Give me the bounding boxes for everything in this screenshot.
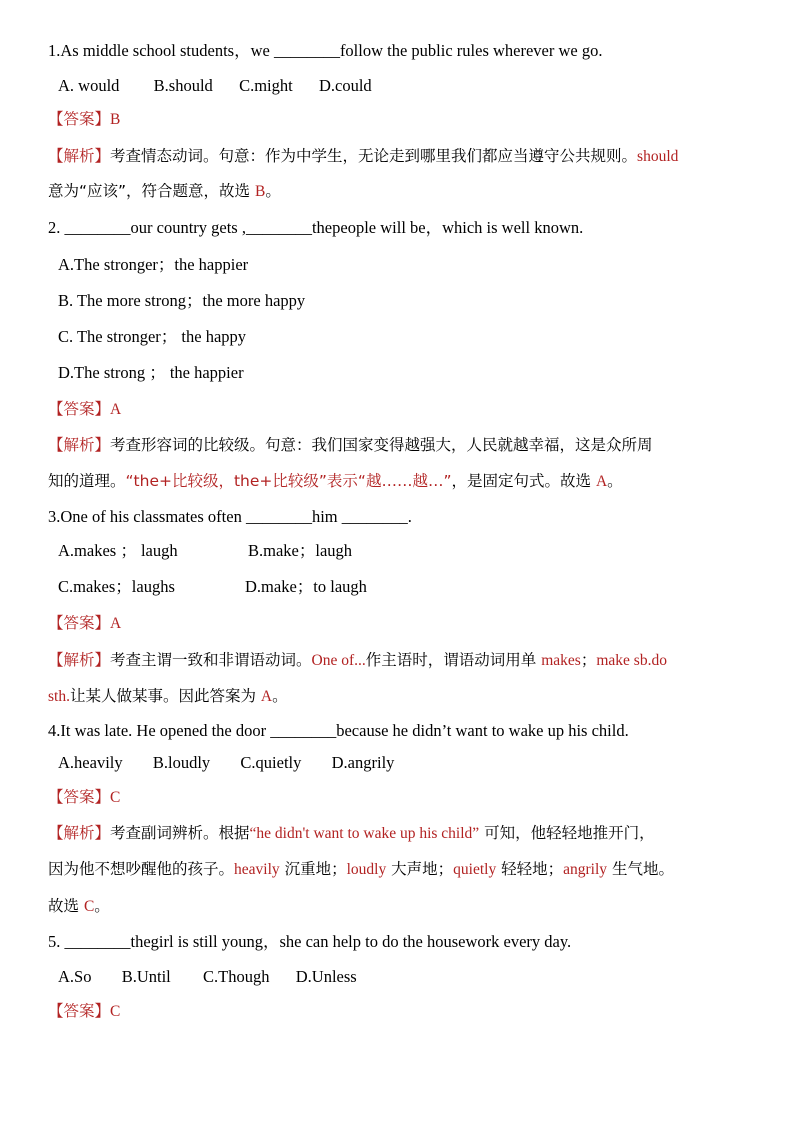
- question-4-stem: 4.It was late. He opened the door ________because he didn’t want to wake up his child.: [48, 721, 629, 740]
- exp-text-red: quietly: [453, 861, 497, 878]
- option-c: C.makes；laughs: [58, 577, 175, 596]
- explanation-tag: 【解析】: [48, 651, 111, 669]
- exp-text: 考查主谓一致和非谓语动词。: [110, 651, 312, 669]
- exp-text-red: angrily: [563, 861, 608, 878]
- question-2-option-d: D.The strong ； the happier: [58, 363, 244, 382]
- answer-tag: 【答案】: [48, 1002, 111, 1020]
- option-d: D.Unless: [295, 967, 357, 986]
- answer-5: [48, 1000, 120, 1023]
- question-2-option-b: B. The more strong；the more happy: [58, 291, 306, 310]
- option-b: B.Until: [121, 967, 171, 986]
- answer-tag: 【答案】: [48, 110, 111, 128]
- answer-value: C: [110, 789, 121, 806]
- answer-tag: 【答案】: [48, 400, 111, 418]
- option-d: D.could: [318, 76, 372, 95]
- exp-text: 。: [272, 687, 288, 705]
- exp-text: 让某人做某事。因此答案为: [69, 687, 261, 705]
- explanation-1-line-1: [48, 145, 678, 168]
- explanation-tag: 【解析】: [48, 147, 111, 165]
- option-c: C.Though: [203, 967, 270, 986]
- exp-text: 意为“应该”，符合题意，故选: [48, 182, 255, 200]
- answer-2: [48, 398, 121, 421]
- answer-value: A: [110, 615, 122, 632]
- exp-text: 考查副词辨析。根据: [110, 824, 250, 842]
- explanation-4-line-3: [48, 895, 110, 918]
- exp-text: 可知，他轻轻地推开门，: [479, 824, 655, 842]
- answer-3: [48, 612, 121, 635]
- exp-text: 考查形容词的比较级。句意：我们国家变得越强大，人民就越幸福，这是众所周: [110, 436, 653, 454]
- exp-text-red: makes: [541, 652, 581, 669]
- question-3-options-row-1: [58, 540, 352, 562]
- exp-text: 。: [265, 182, 281, 200]
- exp-text: 知的道理。: [48, 472, 126, 490]
- exp-text: 作主语时，谓语动词用单: [365, 651, 542, 669]
- exp-text: 因为他不想吵醒他的孩子。: [48, 860, 235, 878]
- option-a: A.makes ； laugh: [58, 541, 178, 560]
- exp-text-red: make sb.do: [596, 652, 667, 669]
- question-2-option-c: C. The stronger； the happy: [58, 327, 247, 346]
- option-b: B.make；laugh: [248, 541, 353, 560]
- question-5-options: [58, 966, 357, 988]
- option-a: A.So: [58, 967, 92, 986]
- exp-text: 沉重地；: [279, 860, 347, 878]
- question-2-option-a: A.The stronger；the happier: [58, 255, 249, 274]
- explanation-tag: 【解析】: [48, 824, 111, 842]
- explanation-1-line-2: [48, 180, 281, 203]
- explanation-2-line-2: [48, 470, 623, 493]
- exp-text-red: should: [637, 148, 679, 165]
- exp-text: 。: [607, 472, 623, 490]
- explanation-4-line-1: [48, 822, 655, 845]
- option-b: B.should: [153, 76, 213, 95]
- question-1-options: [58, 75, 372, 97]
- answer-value: C: [110, 1003, 121, 1020]
- exp-text-red: B: [255, 183, 266, 200]
- exp-text-red: A: [260, 688, 273, 705]
- option-c: C.might: [239, 76, 293, 95]
- answer-1: [48, 108, 120, 131]
- option-c: C.quietly: [240, 753, 302, 772]
- explanation-3-line-2: [48, 685, 288, 708]
- question-5-stem: 5. ________thegirl is still young，she can help to do the housework every day.: [48, 932, 572, 951]
- question-3-stem: 3.One of his classmates often ________him ________.: [48, 507, 412, 526]
- exp-text-red: A: [595, 473, 608, 490]
- explanation-tag: 【解析】: [48, 436, 111, 454]
- exp-text: 大声地；: [386, 860, 454, 878]
- exp-text: 考查情态动词。句意：作为中学生，无论走到哪里我们都应当遵守公共规则。: [110, 147, 638, 165]
- exp-text-red: heavily: [234, 861, 280, 878]
- exp-text-red: “he didn't want to wake up his child”: [249, 825, 480, 842]
- question-3-options-row-2: [58, 576, 367, 598]
- option-a: A.heavily: [58, 753, 123, 772]
- exp-text: 故选: [48, 897, 84, 915]
- exp-text: 生气地。: [607, 860, 674, 878]
- exp-text: ；: [580, 651, 597, 669]
- option-a: A. would: [58, 76, 120, 95]
- option-b: B.loudly: [152, 753, 211, 772]
- answer-value: A: [110, 401, 122, 418]
- question-4-options: [58, 752, 394, 774]
- exp-text: ，是固定句式。故选: [451, 472, 596, 490]
- exp-text: 。: [94, 897, 110, 915]
- explanation-2-line-1: [48, 434, 653, 456]
- option-d: D.make；to laugh: [245, 577, 367, 596]
- exp-text-red: sth.: [48, 688, 70, 705]
- answer-4: [48, 786, 120, 809]
- option-d: D.angrily: [331, 753, 395, 772]
- exp-text-red: loudly: [346, 861, 387, 878]
- answer-value: B: [110, 111, 121, 128]
- exp-text-red: One of...: [311, 652, 366, 669]
- answer-tag: 【答案】: [48, 788, 111, 806]
- question-2-stem: 2. ________our country gets ,________thepeople will be，which is well known.: [48, 218, 584, 237]
- answer-tag: 【答案】: [48, 614, 111, 632]
- exp-text-red: “the+比较级，the+比较级”表示“越……越…”: [125, 472, 452, 490]
- explanation-3-line-1: [48, 649, 667, 672]
- explanation-4-line-2: [48, 858, 674, 881]
- exp-text-red: C: [83, 898, 95, 915]
- question-1-stem: 1.As middle school students，we ________follow the public rules wherever we go.: [48, 41, 603, 60]
- exp-text: 轻轻地；: [496, 860, 564, 878]
